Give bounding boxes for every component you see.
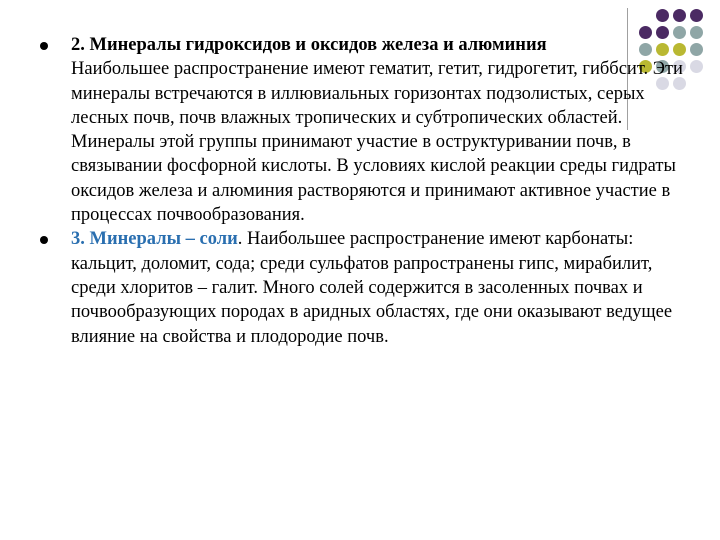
item-body: Наибольшее распространение имеют гематит, гетит, гидрогетит, гиббсит. Эти минералы встречаются в иллювиальных горизонтах подзолистых, серых лесных почв, почв влажных тропических и субтропических областей. Минералы этой группы принимают участие в оструктуривании почв, в связывании фосфорной кислоты. В условиях кислой реакции среды гидраты оксидов железа и алюминия растворяются и принимают активное участие в процессах почвообразования. (71, 59, 683, 226)
item-heading: 2. Минералы гидроксидов и оксидов железа и алюминия (71, 35, 547, 55)
decorative-dot (690, 43, 703, 56)
bullet-icon (40, 236, 48, 244)
decorative-dot (639, 9, 652, 22)
bullet-icon (40, 42, 48, 50)
decorative-dot (690, 77, 703, 90)
item-body: . Наибольшее распространение имеют карбонаты: кальцит, доломит, сода; среди сульфатов рапространены гипс, мирабилит, среди хлоритов – галит. Много солей содержится в засоленных почвах и почвообразующих породах в аридных областях, где они оказывают ведущее влияние на свойства и плодородие почв. (71, 229, 673, 347)
decorative-dot (690, 60, 703, 73)
list-item-salt-minerals (40, 227, 690, 348)
decorative-dot (656, 9, 669, 22)
decorative-dot (690, 26, 703, 39)
slide-content (40, 33, 690, 349)
decorative-dot (673, 9, 686, 22)
item-heading: 3. Минералы – соли (71, 229, 238, 250)
list-item-iron-aluminium-minerals (40, 33, 690, 227)
decorative-dot (690, 9, 703, 22)
